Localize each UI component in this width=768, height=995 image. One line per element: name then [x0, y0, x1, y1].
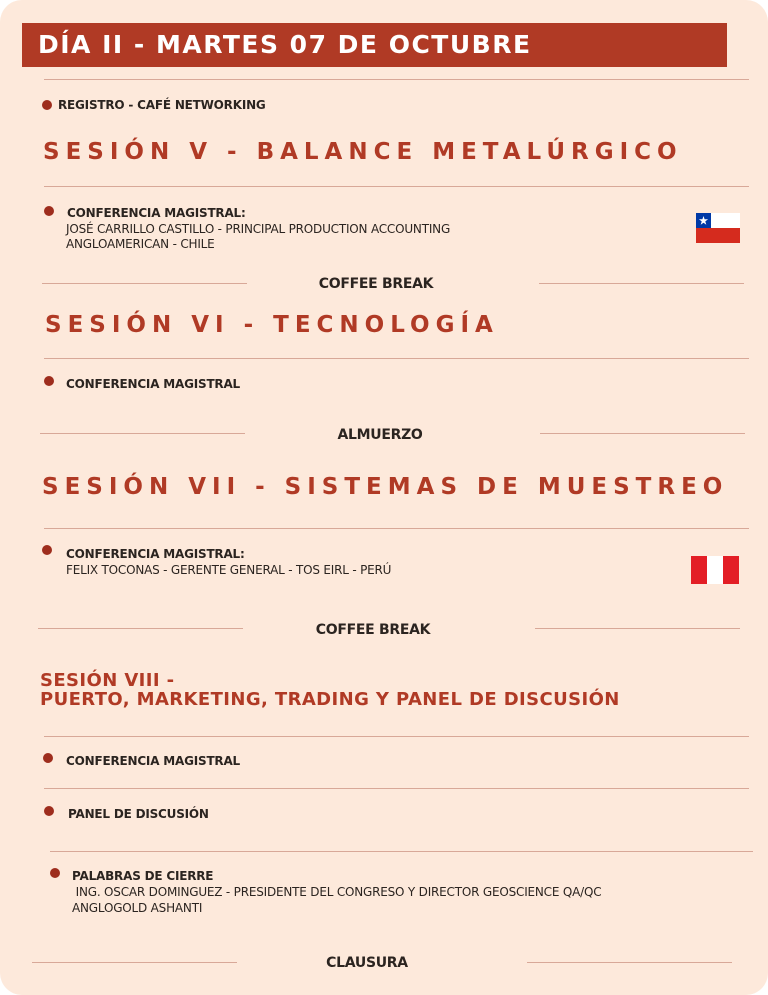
- day-banner: DÍA II - MARTES 07 DE OCTUBRE: [22, 23, 727, 67]
- divider: [38, 628, 243, 629]
- session-viii-item3-title: PALABRAS DE CIERRE: [72, 869, 214, 883]
- divider: [44, 186, 749, 187]
- divider: [40, 433, 245, 434]
- session-v-item-title: CONFERENCIA MAGISTRAL:: [67, 206, 246, 220]
- session-viii-item3-line2: ANGLOGOLD ASHANTI: [72, 901, 203, 915]
- session-v-title: SESIÓN V - BALANCE METALÚRGICO: [43, 139, 683, 165]
- session-viii-item1-title: CONFERENCIA MAGISTRAL: [66, 754, 241, 768]
- bullet-dot: [42, 100, 52, 110]
- divider: [44, 788, 749, 789]
- closing-label: CLAUSURA: [326, 955, 408, 971]
- coffee-break-label: COFFEE BREAK: [318, 276, 434, 292]
- session-viii-title-line1: SESIÓN VIII -: [40, 670, 175, 691]
- divider: [44, 358, 749, 359]
- chile-flag-icon: [696, 213, 740, 243]
- session-v-item-line1: JOSÉ CARRILLO CASTILLO - PRINCIPAL PRODUCTION ACCOUNTING: [66, 222, 451, 236]
- lunch-label: ALMUERZO: [337, 427, 423, 443]
- bullet-dot: [44, 376, 54, 386]
- divider: [535, 628, 740, 629]
- session-vi-title: SESIÓN VI - TECNOLOGÍA: [45, 312, 499, 338]
- divider: [44, 528, 749, 529]
- divider: [539, 283, 744, 284]
- coffee-break-label: COFFEE BREAK: [315, 622, 431, 638]
- bullet-dot: [43, 753, 53, 763]
- divider: [42, 283, 247, 284]
- registro-label: REGISTRO - CAFÉ NETWORKING: [58, 98, 266, 112]
- session-viii-item3-line1: ING. OSCAR DOMINGUEZ - PRESIDENTE DEL CONGRESO Y DIRECTOR GEOSCIENCE QA/QC: [72, 885, 602, 899]
- divider: [50, 851, 753, 852]
- session-vii-item-line1: FELIX TOCONAS - GERENTE GENERAL - TOS EIRL - PERÚ: [66, 563, 392, 577]
- session-vii-title: SESIÓN VII - SISTEMAS DE MUESTREO: [42, 474, 729, 500]
- divider: [527, 962, 732, 963]
- bullet-dot: [50, 868, 60, 878]
- session-v-item-line2: ANGLOAMERICAN - CHILE: [66, 237, 215, 251]
- session-vi-item-title: CONFERENCIA MAGISTRAL: [66, 377, 241, 391]
- session-vii-item-title: CONFERENCIA MAGISTRAL:: [66, 547, 245, 561]
- divider: [540, 433, 745, 434]
- session-viii-title-line2: PUERTO, MARKETING, TRADING Y PANEL DE DISCUSIÓN: [40, 689, 620, 710]
- bullet-dot: [44, 206, 54, 216]
- bullet-dot: [42, 545, 52, 555]
- session-viii-item2-title: PANEL DE DISCUSIÓN: [68, 807, 209, 821]
- bullet-dot: [44, 806, 54, 816]
- divider: [32, 962, 237, 963]
- divider: [44, 79, 749, 80]
- divider: [44, 736, 749, 737]
- peru-flag-icon: [691, 556, 739, 584]
